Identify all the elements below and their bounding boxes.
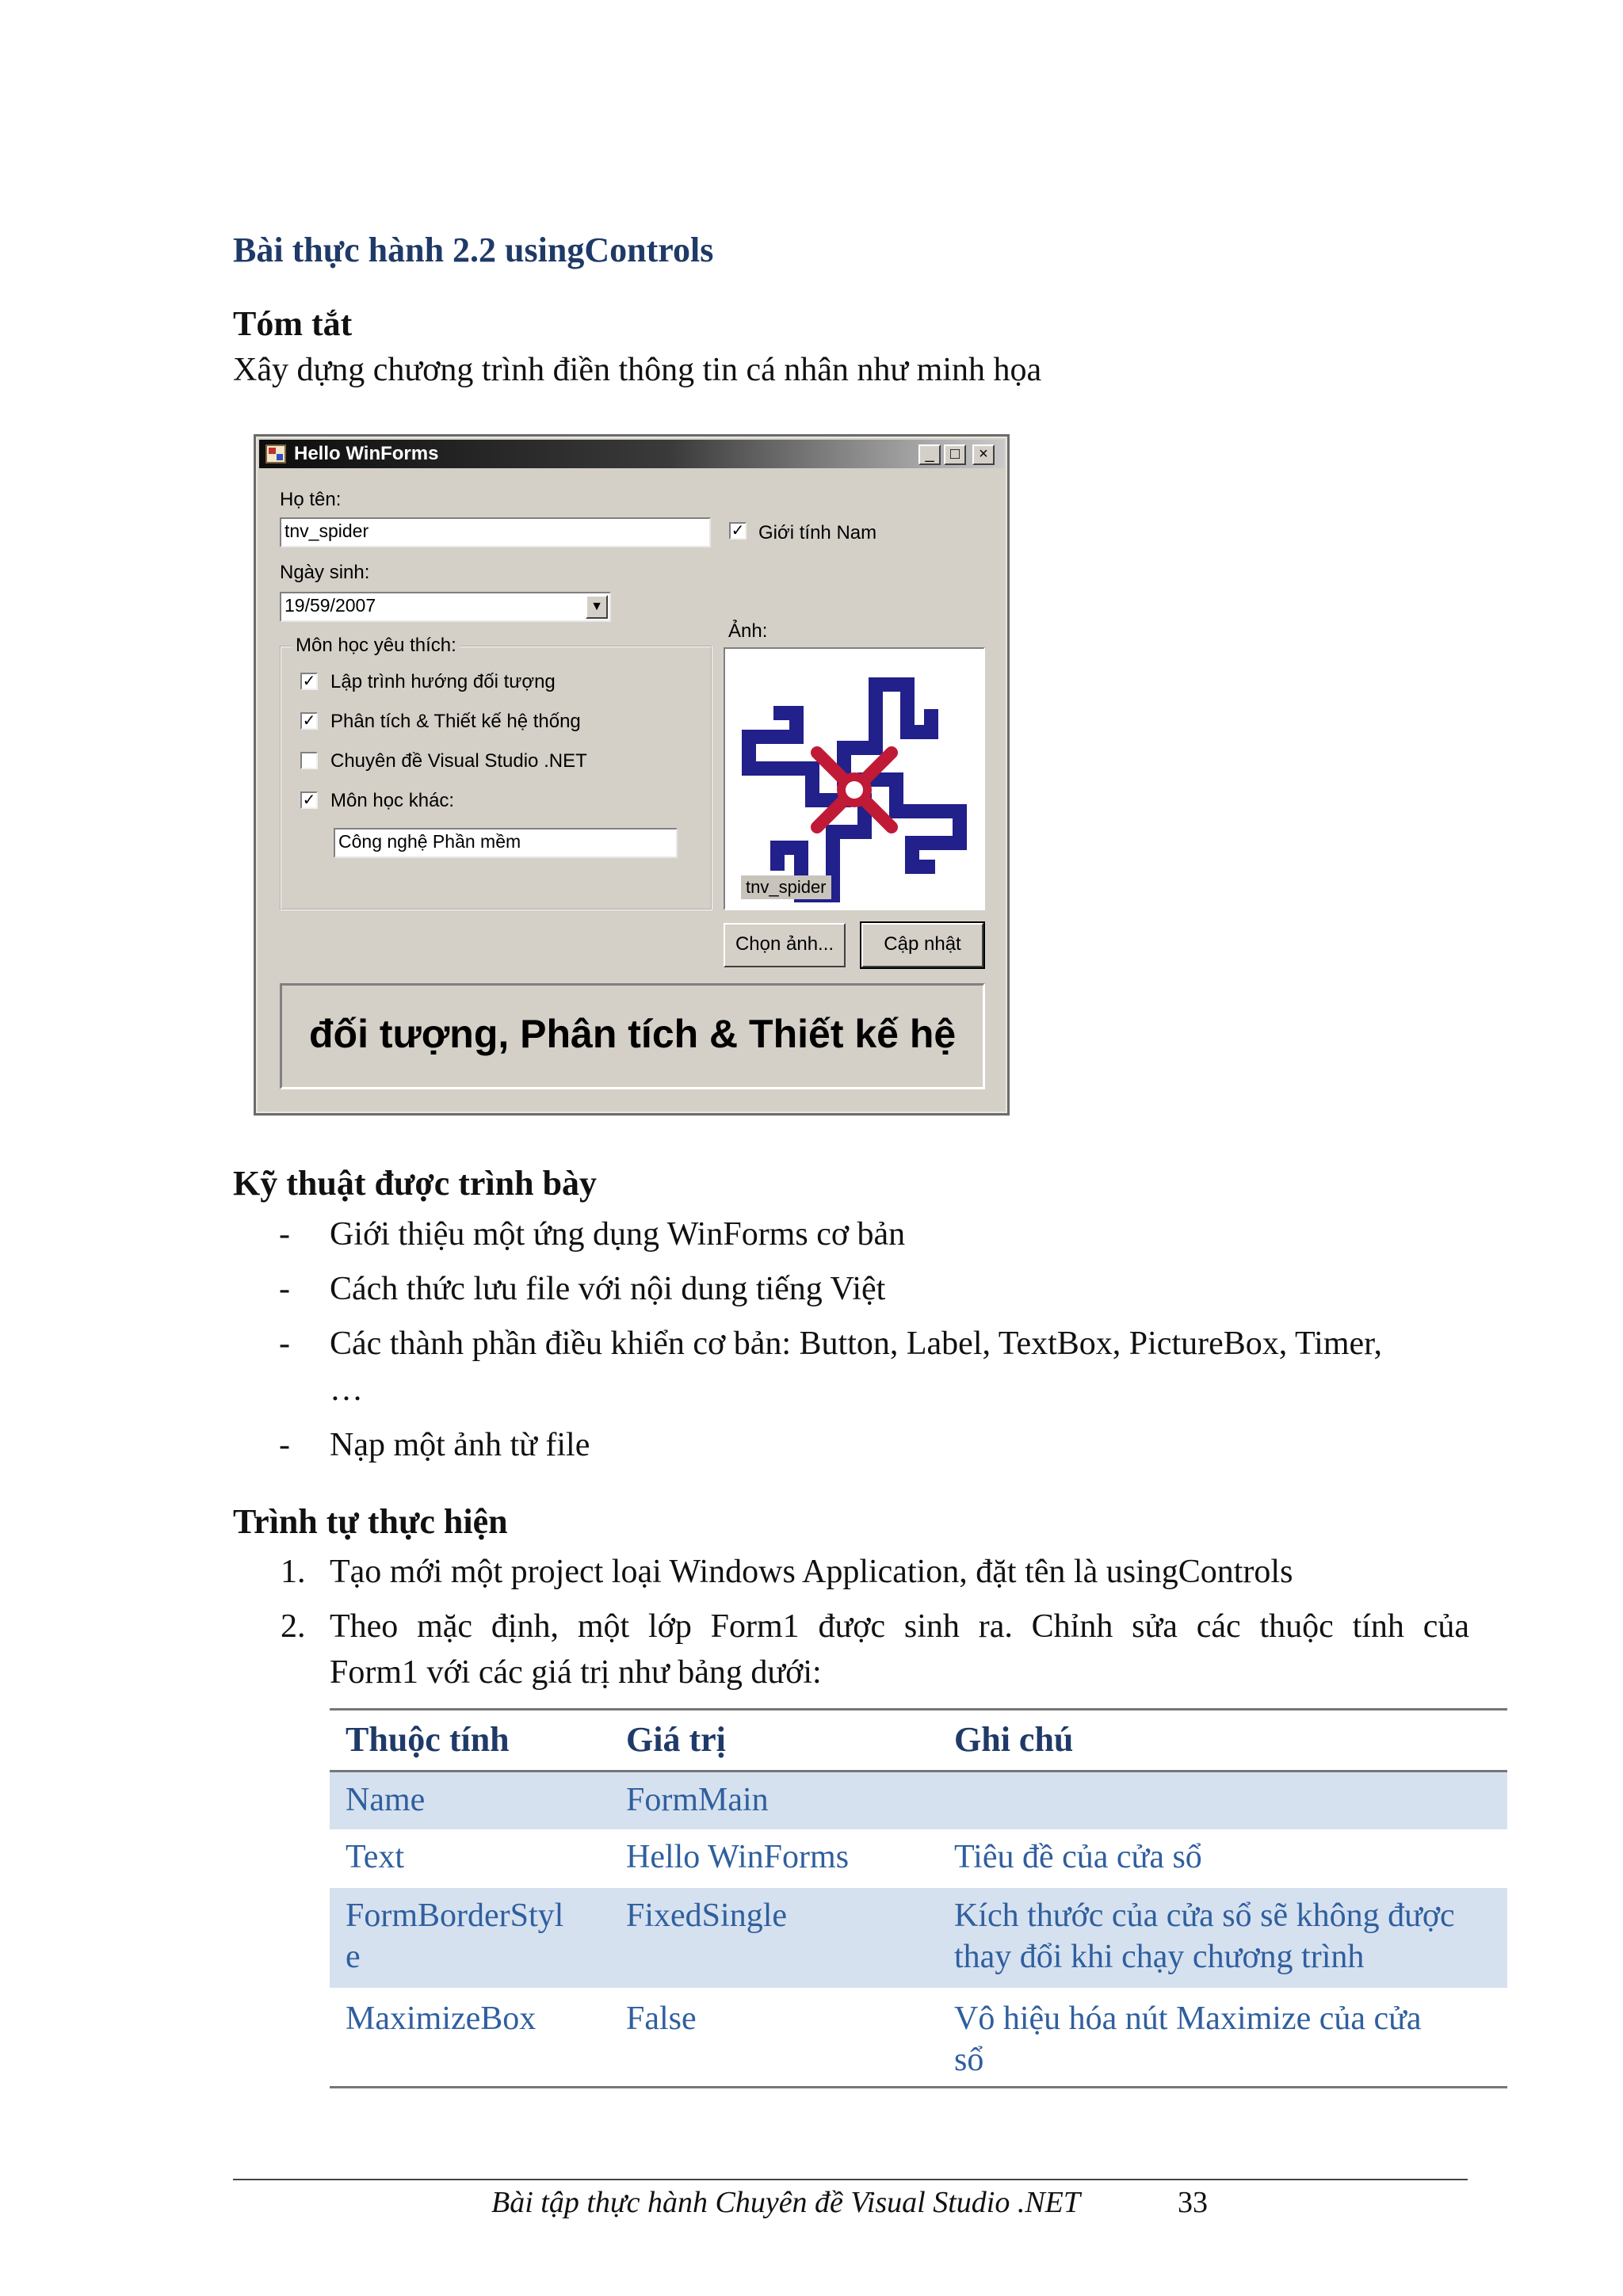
step-2-text-line1: Theo mặc định, một lớp Form1 được sinh ra. Chỉnh sửa các thuộc tính của bbox=[330, 1608, 1469, 1645]
summary-text: Xây dựng chương trình điền thông tin cá nhân như minh họa bbox=[233, 352, 1042, 388]
technique-item-4: Nạp một ảnh từ file bbox=[330, 1427, 590, 1463]
section-title: Bài thực hành 2.2 usingControls bbox=[233, 231, 714, 269]
technique-item-3: Các thành phần điều khiển cơ bản: Button, Label, TextBox, PictureBox, Timer, bbox=[330, 1325, 1382, 1362]
techniques-heading: Kỹ thuật được trình bày bbox=[233, 1164, 598, 1203]
cell-property-wrap: e bbox=[346, 1939, 361, 1975]
name-input[interactable]: tnv_spider bbox=[280, 517, 711, 547]
minimize-button[interactable]: _ bbox=[918, 444, 941, 465]
steps-heading: Trình tự thực hiện bbox=[233, 1502, 508, 1541]
choose-photo-button[interactable]: Chọn ảnh... bbox=[724, 923, 846, 967]
table-header-row bbox=[330, 1711, 1507, 1771]
window-titlebar bbox=[259, 440, 1004, 468]
table-header-value: Giá trị bbox=[626, 1720, 726, 1759]
step-2-text-line2: Form1 với các giá trị như bảng dưới: bbox=[330, 1654, 822, 1691]
cell-note: Tiêu đề của cửa sổ bbox=[954, 1839, 1202, 1875]
page-number: 33 bbox=[1178, 2186, 1208, 2219]
cell-note: Kích thước của cửa sổ sẽ không được bbox=[954, 1897, 1455, 1934]
table-header-note: Ghi chú bbox=[954, 1720, 1074, 1759]
winforms-window bbox=[254, 434, 1010, 1116]
app-icon bbox=[265, 444, 286, 463]
dob-value: 19/59/2007 bbox=[285, 595, 376, 616]
photo-box[interactable] bbox=[724, 647, 985, 910]
step-1-number: 1. bbox=[281, 1554, 306, 1590]
table-row bbox=[330, 1988, 1507, 2086]
other-subject-input[interactable]: Công nghệ Phần mềm bbox=[334, 828, 678, 858]
cell-property: Name bbox=[346, 1782, 426, 1818]
subject-checkbox-analysis[interactable]: ✓ bbox=[300, 712, 318, 730]
subject-label-analysis: Phân tích & Thiết kế hệ thống bbox=[330, 711, 581, 732]
table-row bbox=[330, 1829, 1507, 1888]
subject-label-oop: Lập trình hướng đối tượng bbox=[330, 671, 556, 692]
bullet-4: - bbox=[279, 1427, 290, 1463]
marquee-label bbox=[280, 983, 985, 1089]
cell-value: FixedSingle bbox=[626, 1897, 788, 1934]
chevron-down-icon[interactable]: ▼ bbox=[586, 595, 608, 619]
dob-label: Ngày sinh: bbox=[280, 562, 370, 583]
summary-heading: Tóm tắt bbox=[233, 304, 353, 343]
spider-logo-image bbox=[725, 649, 983, 909]
technique-item-1: Giới thiệu một ứng dụng WinForms cơ bản bbox=[330, 1216, 906, 1253]
photo-caption: tnv_spider bbox=[741, 875, 831, 899]
maximize-button[interactable]: □ bbox=[944, 444, 966, 465]
step-2-number: 2. bbox=[281, 1608, 306, 1645]
cell-value: FormMain bbox=[626, 1782, 769, 1818]
step-1-text: Tạo mới một project loại Windows Application, đặt tên là usingControls bbox=[330, 1554, 1293, 1590]
cell-value: Hello WinForms bbox=[626, 1839, 850, 1875]
cell-property: FormBorderStyl bbox=[346, 1897, 564, 1934]
subject-label-other: Môn học khác: bbox=[330, 790, 455, 811]
cell-property: MaximizeBox bbox=[346, 2000, 537, 2037]
gender-checkbox[interactable]: ✓ bbox=[729, 522, 747, 540]
subject-checkbox-oop[interactable]: ✓ bbox=[300, 673, 318, 690]
dob-picker[interactable] bbox=[280, 592, 611, 622]
technique-item-2: Cách thức lưu file với nội dung tiếng Việt bbox=[330, 1271, 886, 1307]
cell-note-wrap: sổ bbox=[954, 2042, 984, 2078]
footer-rule bbox=[233, 2179, 1468, 2180]
footer-text: Bài tập thực hành Chuyên đề Visual Studio .NET bbox=[491, 2186, 1081, 2219]
table-bottom-rule bbox=[330, 2086, 1507, 2088]
subject-checkbox-vsnet[interactable] bbox=[300, 752, 318, 769]
table-row bbox=[330, 1888, 1507, 1988]
gender-label: Giới tính Nam bbox=[758, 522, 877, 543]
subject-label-vsnet: Chuyên đề Visual Studio .NET bbox=[330, 750, 587, 772]
cell-value: False bbox=[626, 2000, 697, 2037]
bullet-3: - bbox=[279, 1325, 290, 1362]
bullet-2: - bbox=[279, 1271, 290, 1307]
photo-label: Ảnh: bbox=[728, 620, 768, 642]
subjects-group-title: Môn học yêu thích: bbox=[292, 635, 460, 657]
technique-item-3-continuation: … bbox=[330, 1371, 363, 1408]
close-button[interactable]: × bbox=[972, 444, 995, 465]
window-title: Hello WinForms bbox=[294, 443, 439, 464]
marquee-text: đối tượng, Phân tích & Thiết kế hệ bbox=[309, 1012, 957, 1056]
cell-note: Vô hiệu hóa nút Maximize của cửa bbox=[954, 2000, 1422, 2037]
cell-property: Text bbox=[346, 1839, 405, 1875]
bullet-1: - bbox=[279, 1216, 290, 1253]
table-header-property: Thuộc tính bbox=[346, 1720, 510, 1759]
table-row bbox=[330, 1772, 1507, 1829]
update-button[interactable]: Cập nhật bbox=[861, 923, 983, 967]
name-label: Họ tên: bbox=[280, 489, 342, 510]
subject-checkbox-other[interactable]: ✓ bbox=[300, 791, 318, 809]
cell-note-wrap: thay đổi khi chạy chương trình bbox=[954, 1939, 1365, 1975]
